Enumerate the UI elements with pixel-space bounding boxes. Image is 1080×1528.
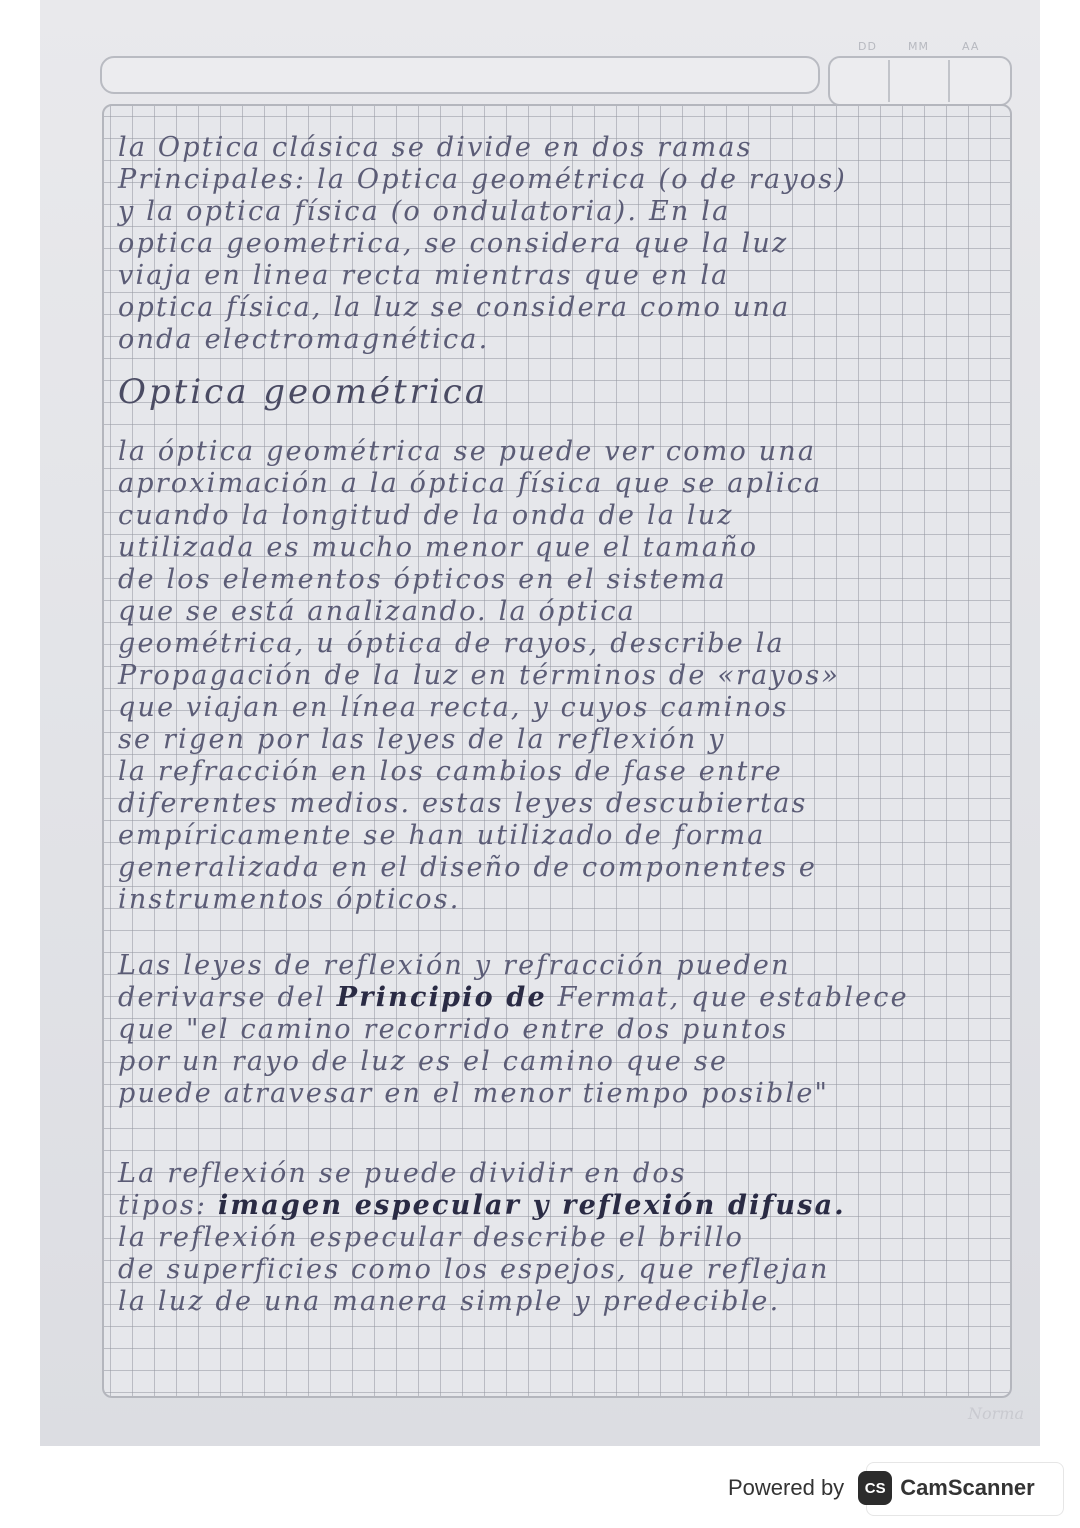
note-line: la Optica clásica se divide en dos ramas — [118, 132, 753, 163]
note-line: empíricamente se han utilizado de forma — [118, 820, 766, 851]
date-label-year: AA — [962, 40, 980, 53]
note-line: instrumentos ópticos. — [118, 884, 461, 915]
note-line: aproximación a la óptica física que se aplica — [118, 468, 823, 499]
note-line: Las leyes de reflexión y refracción pueden — [118, 950, 791, 981]
note-line: optica física, la luz se considera como una — [118, 292, 791, 323]
camscanner-name: CamScanner — [900, 1475, 1035, 1500]
notebook-brand-logo: Norma — [968, 1404, 1024, 1423]
note-line: viaja en linea recta mientras que en la — [118, 260, 730, 291]
camscanner-logo-icon: CS — [858, 1471, 892, 1505]
note-line: de superficies como los espejos, que reflejan — [118, 1254, 830, 1285]
scanner-footer — [728, 1464, 1068, 1512]
note-line: cuando la longitud de la onda de la luz — [118, 500, 734, 531]
note-line: la refracción en los cambios de fase entre — [118, 756, 783, 787]
handwritten-notes — [118, 118, 1008, 1378]
notebook-date-box — [828, 56, 1012, 106]
note-line-with-emphasis — [118, 982, 909, 1013]
note-line: y la optica física (o ondulatoria). En la — [118, 196, 731, 227]
note-line: la reflexión especular describe el brillo — [118, 1222, 745, 1253]
note-line: diferentes medios. estas leyes descubiertas — [118, 788, 808, 819]
note-line: se rigen por las leyes de la reflexión y — [118, 724, 726, 755]
note-line: onda electromagnética. — [118, 324, 490, 355]
note-line: que viajan en línea recta, y cuyos caminos — [118, 692, 789, 723]
note-line: optica geometrica, se considera que la luz — [118, 228, 789, 259]
note-line: utilizada es mucho menor que el tamaño — [118, 532, 759, 563]
note-line: generalizada en el diseño de componentes e — [118, 852, 818, 883]
date-label-day: DD — [858, 40, 877, 53]
note-line: puede atravesar en el menor tiempo posible" — [118, 1078, 830, 1109]
emphasis-text: Principio de — [336, 982, 547, 1013]
emphasis-text: imagen especular y reflexión difusa. — [217, 1190, 846, 1221]
date-divider — [888, 60, 890, 102]
note-line: por un rayo de luz es el camino que se — [118, 1046, 729, 1077]
powered-by-label: Powered by — [728, 1475, 845, 1500]
page-edge — [1040, 0, 1080, 1446]
note-text: tipos: — [118, 1190, 218, 1221]
note-line: de los elementos ópticos en el sistema — [118, 564, 727, 595]
note-line: que "el camino recorrido entre dos puntos — [118, 1014, 789, 1045]
date-divider — [948, 60, 950, 102]
note-line: la óptica geométrica se puede ver como una — [118, 436, 817, 467]
note-line-with-emphasis — [118, 1190, 846, 1221]
note-line: que se está analizando. la óptica — [118, 596, 636, 627]
note-text: Fermat, que establece — [546, 982, 909, 1013]
note-line: geométrica, u óptica de rayos, describe la — [118, 628, 785, 659]
note-line: La reflexión se puede dividir en dos — [118, 1158, 687, 1189]
section-heading: Optica geométrica — [118, 372, 489, 412]
note-text: derivarse del — [118, 982, 337, 1013]
note-line: la luz de una manera simple y predecible. — [118, 1286, 781, 1317]
notebook-header-field — [100, 56, 820, 94]
date-label-month: MM — [908, 40, 929, 53]
note-line: Propagación de la luz en términos de «rayos» — [118, 660, 841, 691]
note-line: Principales: la Optica geométrica (o de rayos) — [118, 164, 848, 195]
